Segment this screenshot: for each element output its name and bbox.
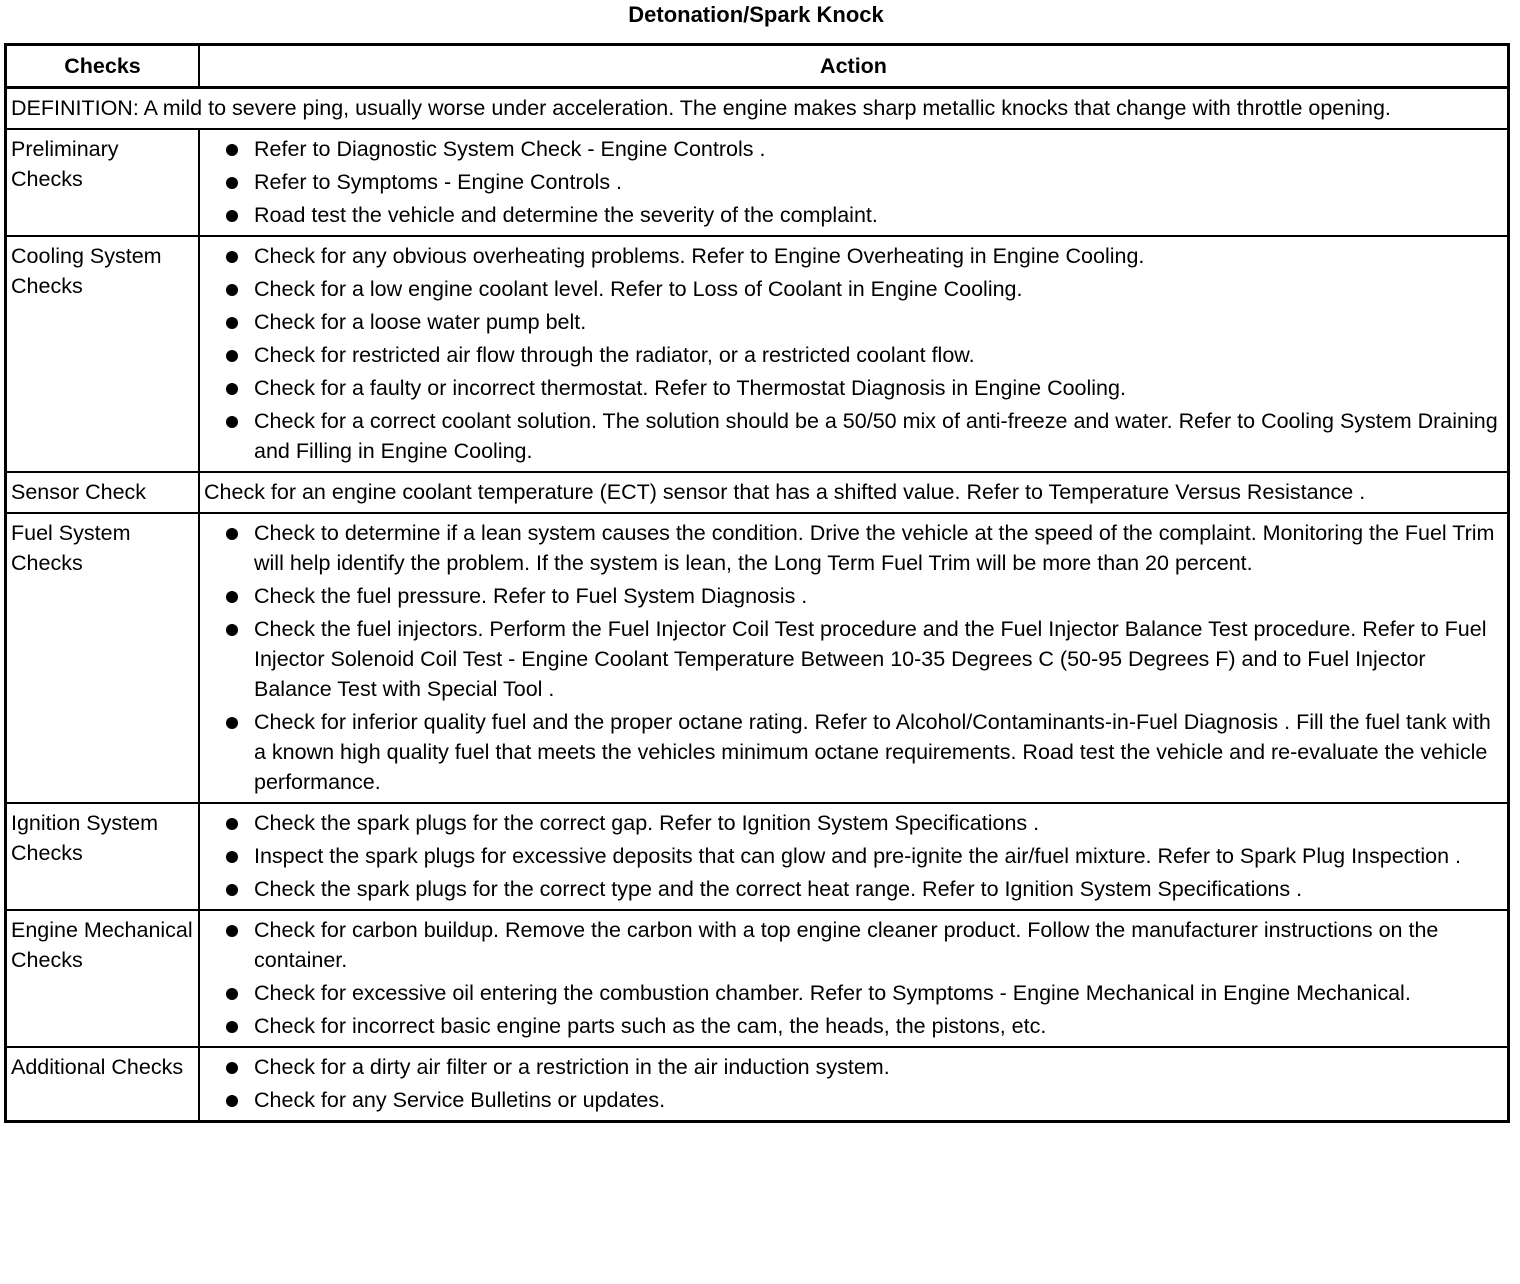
definition-row [7, 88, 1507, 130]
table-row [7, 236, 1507, 472]
action-item: Check for a correct coolant solution. The solution should be a 50/50 mix of anti-freeze and water. Refer to Cooling System Draining and Filling in Engine Cooling. [218, 406, 1503, 466]
table-row [7, 129, 1507, 236]
check-category: Fuel System Checks [7, 513, 199, 803]
definition-text: DEFINITION: A mild to severe ping, usually worse under acceleration. The engine makes sharp metallic knocks that change with throttle opening. [7, 88, 1507, 130]
check-category: Sensor Check [7, 472, 199, 513]
action-item: Road test the vehicle and determine the severity of the complaint. [218, 200, 1503, 230]
action-item: Check for a dirty air filter or a restriction in the air induction system. [218, 1052, 1503, 1082]
table-body [7, 88, 1507, 1121]
action-item: Refer to Symptoms - Engine Controls . [218, 167, 1503, 197]
action-list [204, 808, 1503, 904]
action-item: Check for a loose water pump belt. [218, 307, 1503, 337]
action-list [204, 134, 1503, 230]
table-row [7, 803, 1507, 910]
table-row [7, 1047, 1507, 1120]
action-cell [199, 129, 1507, 236]
diagnostic-table-frame [4, 43, 1510, 1123]
action-item: Check for any Service Bulletins or updates. [218, 1085, 1503, 1115]
action-item: Check the fuel injectors. Perform the Fuel Injector Coil Test procedure and the Fuel Injector Balance Test procedure. Refer to Fuel Injector Solenoid Coil Test - Engine Coolant Temperature Between 10-35 Degrees C (50-95 Degrees F) and to Fuel Injector Balance Test with Special Tool . [218, 614, 1503, 704]
action-item: Check for excessive oil entering the combustion chamber. Refer to Symptoms - Engine Mechanical in Engine Mechanical. [218, 978, 1503, 1008]
action-item: Check the spark plugs for the correct type and the correct heat range. Refer to Ignition System Specifications . [218, 874, 1503, 904]
check-category: Additional Checks [7, 1047, 199, 1120]
table-row [7, 513, 1507, 803]
check-category: Engine Mechanical Checks [7, 910, 199, 1047]
action-column-header: Action [199, 46, 1507, 88]
action-cell [199, 803, 1507, 910]
check-category: Cooling System Checks [7, 236, 199, 472]
action-cell [199, 236, 1507, 472]
action-list [204, 1052, 1503, 1115]
action-item: Check for inferior quality fuel and the proper octane rating. Refer to Alcohol/Contaminants-in-Fuel Diagnosis . Fill the fuel tank with a known high quality fuel that meets the vehicles minimum octane requirements. Road test the vehicle and re-evaluate the vehicle performance. [218, 707, 1503, 797]
action-item: Refer to Diagnostic System Check - Engine Controls . [218, 134, 1503, 164]
check-category: Ignition System Checks [7, 803, 199, 910]
action-item: Inspect the spark plugs for excessive deposits that can glow and pre-ignite the air/fuel mixture. Refer to Spark Plug Inspection . [218, 841, 1503, 871]
action-item: Check for incorrect basic engine parts such as the cam, the heads, the pistons, etc. [218, 1011, 1503, 1041]
action-list [204, 915, 1503, 1041]
action-cell [199, 910, 1507, 1047]
action-cell [199, 1047, 1507, 1120]
diagnostic-table [7, 46, 1507, 1120]
page-title: Detonation/Spark Knock [628, 2, 884, 27]
check-category: Preliminary Checks [7, 129, 199, 236]
checks-column-header: Checks [7, 46, 199, 88]
action-list [204, 241, 1503, 466]
action-item: Check the fuel pressure. Refer to Fuel System Diagnosis . [218, 581, 1503, 611]
table-row [7, 910, 1507, 1047]
header-row [7, 46, 1507, 88]
action-item: Check for carbon buildup. Remove the carbon with a top engine cleaner product. Follow the manufacturer instructions on the container. [218, 915, 1503, 975]
action-item: Check the spark plugs for the correct gap. Refer to Ignition System Specifications . [218, 808, 1503, 838]
action-cell [199, 513, 1507, 803]
action-item: Check for a faulty or incorrect thermostat. Refer to Thermostat Diagnosis in Engine Cooling. [218, 373, 1503, 403]
table-row [7, 472, 1507, 513]
action-cell: Check for an engine coolant temperature (ECT) sensor that has a shifted value. Refer to Temperature Versus Resistance . [199, 472, 1507, 513]
action-item: Check for restricted air flow through the radiator, or a restricted coolant flow. [218, 340, 1503, 370]
action-list [204, 518, 1503, 797]
action-item: Check for a low engine coolant level. Refer to Loss of Coolant in Engine Cooling. [218, 274, 1503, 304]
action-item: Check for any obvious overheating problems. Refer to Engine Overheating in Engine Cooling. [218, 241, 1503, 271]
action-item: Check to determine if a lean system causes the condition. Drive the vehicle at the speed of the complaint. Monitoring the Fuel Trim will help identify the problem. If the system is lean, the Long Term Fuel Trim will be more than 20 percent. [218, 518, 1503, 578]
